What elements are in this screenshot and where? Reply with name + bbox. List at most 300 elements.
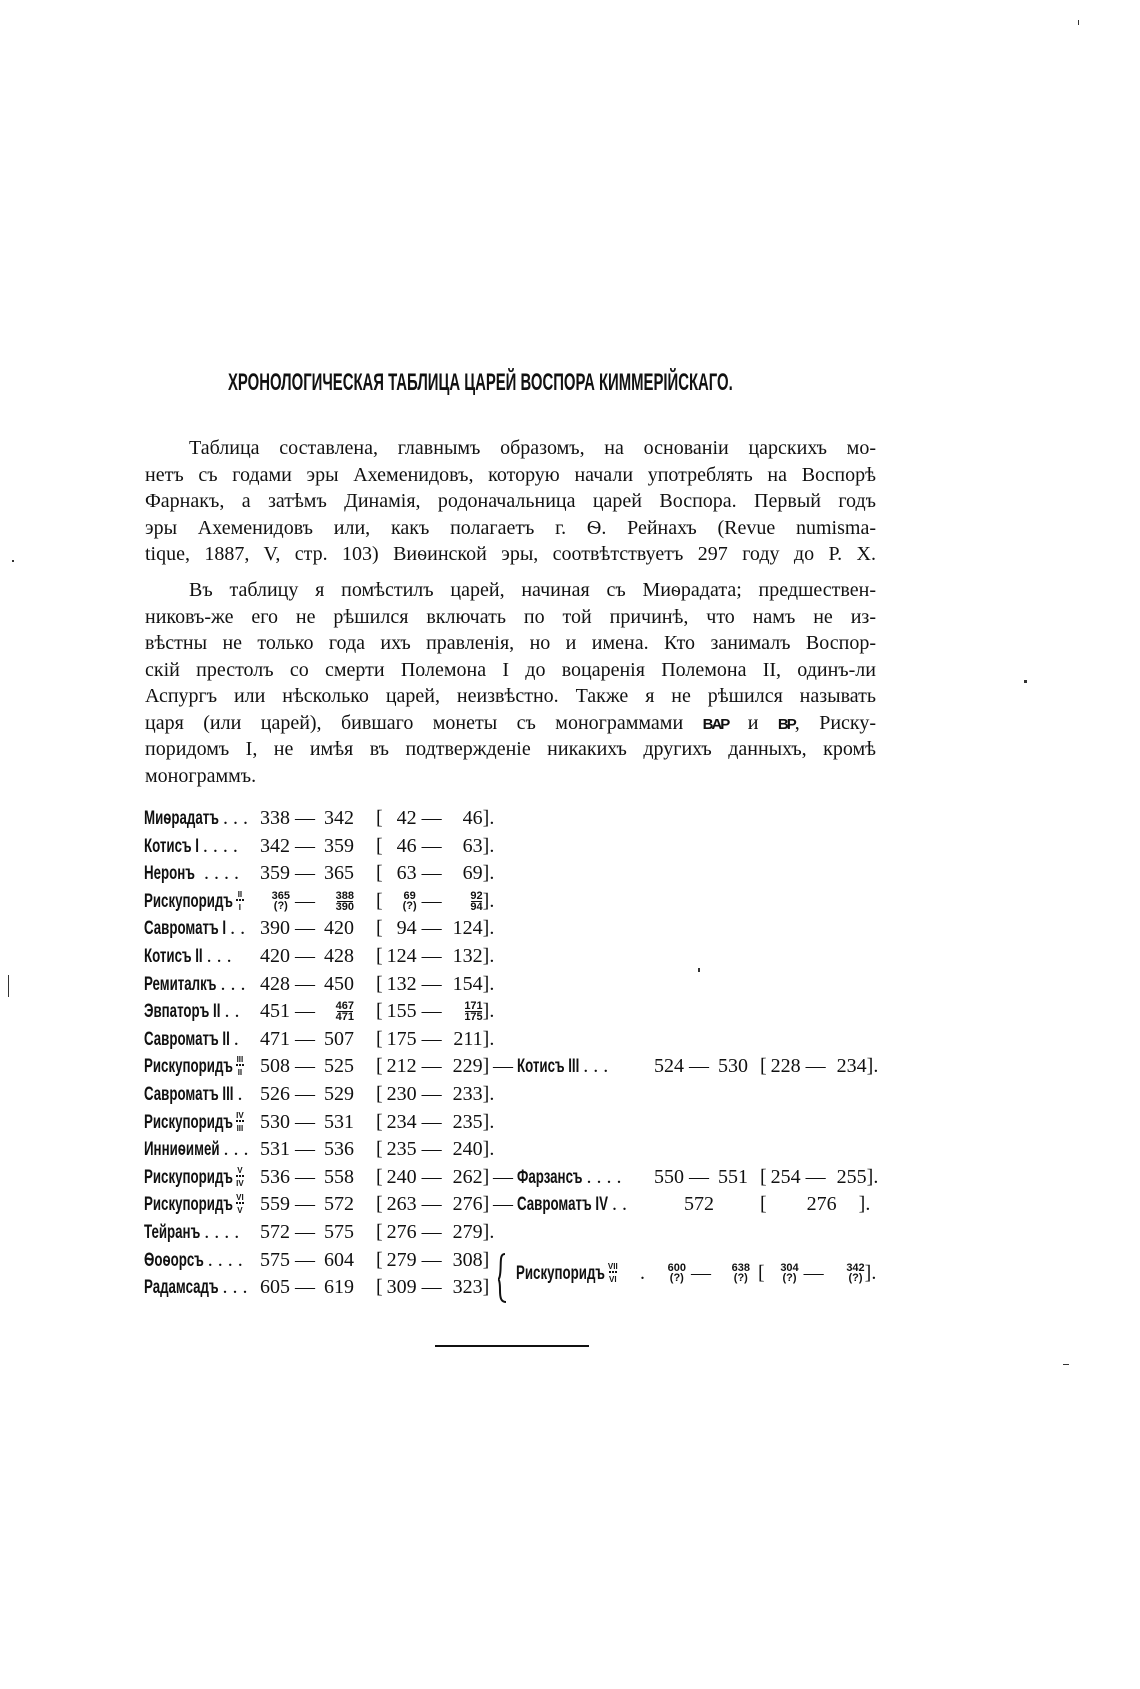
number: 240 — [452, 1138, 483, 1161]
ruler-name-wrap — [516, 1260, 605, 1287]
range-dash: — — [416, 834, 447, 857]
connector-dash: — — [493, 1165, 513, 1188]
open-bracket: [ — [376, 889, 383, 912]
number: 63 — [462, 834, 483, 857]
range-dash: — — [416, 972, 447, 995]
ruler-name-cell — [144, 860, 239, 886]
fraction-top: 304 — [780, 1262, 799, 1275]
open-bracket: [ — [376, 1221, 383, 1243]
ad-years-range — [760, 1053, 878, 1079]
ruler-name-cell — [144, 998, 239, 1024]
scan-speck — [12, 560, 14, 562]
years-range — [256, 888, 354, 914]
ordinal-upper: III — [236, 1055, 244, 1065]
text-line: вѣстны не только года ихъ правленія, но и имена. Кто занималъ Воспор- — [145, 632, 876, 654]
years-range — [256, 805, 354, 831]
fraction-value — [732, 1260, 750, 1283]
range-dash: — — [416, 862, 447, 885]
text-line: Въ таблицу я помѣстилъ царей, начиная съ Миѳрадата; предшествен- — [189, 579, 876, 601]
ordinal-lower: III — [236, 1123, 244, 1133]
table-row — [0, 943, 1140, 969]
number: 619 — [324, 1276, 354, 1299]
reign-ordinal-marks — [236, 1164, 244, 1187]
fraction-top: 467 — [335, 1000, 354, 1013]
number: 536 — [260, 1165, 290, 1188]
ad-years-range — [376, 1109, 494, 1135]
years-range — [256, 1191, 354, 1217]
text-line: Аспургъ или нѣсколько царей, неизвѣстно. Также я не рѣшился называть — [145, 685, 876, 707]
number: 233 — [452, 1083, 483, 1105]
close-bracket: ]. — [482, 834, 495, 857]
table-row — [0, 1219, 1140, 1245]
range-dash: — — [290, 1221, 320, 1243]
leader-dots: . . . — [206, 945, 232, 967]
years-range — [256, 1109, 354, 1135]
monogram-br: ΒΡ — [777, 715, 795, 733]
fraction-bottom: (?) — [273, 899, 288, 912]
number: 531 — [260, 1138, 290, 1161]
close-bracket: ] — [482, 1248, 490, 1271]
ruler-name-cell — [144, 1053, 244, 1079]
ad-years-range — [376, 805, 494, 831]
open-bracket: [ — [760, 1193, 767, 1216]
monogram-bar: ΒΑΡ — [702, 715, 729, 733]
open-bracket: [ — [376, 862, 383, 885]
number: 211 — [453, 1027, 483, 1050]
ordinal-upper: IV — [236, 1110, 244, 1120]
table-row — [0, 1053, 1140, 1079]
leader-dots: . . . — [222, 807, 248, 829]
range-dash: — — [416, 1248, 447, 1271]
open-bracket: [ — [376, 1248, 383, 1271]
number: 276 — [386, 1221, 417, 1243]
ruler-name-wrap — [517, 1191, 608, 1218]
text-line: эры Ахеменидовъ или, какъ полагаетъ г. Ѳ. Рейнахъ (Revue numisma- — [145, 516, 876, 539]
number-box — [447, 888, 483, 914]
ordinal-lower: IV — [236, 1178, 244, 1188]
intro-paragraph — [145, 435, 876, 568]
years-range — [256, 833, 354, 859]
ruler-name: Савроматъ IV — [517, 1194, 608, 1216]
ruler-name-wrap — [517, 1053, 579, 1080]
closing-rule — [435, 1345, 589, 1347]
leader-dots: . . . — [222, 1276, 248, 1299]
number: 524 — [654, 1055, 684, 1078]
leader-dots: . . . . — [204, 1221, 240, 1243]
range-dash: — — [290, 1165, 320, 1188]
ruler-name-cell — [144, 971, 245, 997]
number: 530 — [718, 1055, 748, 1078]
ad-years-range — [376, 943, 494, 969]
fraction-bottom: 390 — [335, 900, 354, 913]
ruler-name-wrap — [144, 833, 199, 860]
range-dash: — — [290, 1055, 320, 1078]
number: 234 — [386, 1110, 417, 1133]
text-line: tique, 1887, V, стр. 103) Виѳинской эры, соотвѣтствуетъ 297 году до Р. Х. — [145, 543, 876, 565]
years-range — [256, 1136, 354, 1162]
number: 559 — [260, 1193, 290, 1216]
leader-dots: . . — [230, 917, 246, 940]
fraction-value — [336, 888, 354, 912]
close-bracket: ] — [482, 1276, 490, 1299]
connector-dash: — — [493, 1055, 513, 1078]
range-dash: — — [290, 1110, 320, 1133]
number: 390 — [260, 917, 290, 940]
range-dash: — — [416, 1055, 447, 1078]
ruler-name: Неронъ — [144, 863, 195, 885]
fraction-top: 342 — [846, 1262, 865, 1275]
ruler-name: Савроматъ II — [144, 1028, 230, 1050]
close-bracket: ]. — [858, 1193, 871, 1216]
range-dash: — — [290, 862, 320, 885]
ruler-name-cell — [144, 1109, 244, 1135]
number: 530 — [260, 1110, 290, 1133]
number: 69 — [462, 862, 483, 885]
text-line: поридомъ I, не имѣя въ подтвержденіе никакихъ другихъ данныхъ, кромѣ — [145, 738, 876, 760]
close-bracket: ]. — [482, 1083, 495, 1105]
number: 124 — [386, 945, 417, 967]
text-line: монограммъ. — [145, 764, 257, 787]
open-bracket: [ — [376, 945, 383, 967]
open-bracket: [ — [376, 972, 383, 995]
close-bracket: ]. — [864, 1262, 877, 1285]
range-dash: — — [416, 945, 447, 967]
number: 338 — [260, 807, 290, 829]
text-segment: , Риску- — [794, 711, 876, 734]
years-range — [256, 1219, 354, 1245]
fraction-bottom: (?) — [402, 899, 417, 912]
years-range — [256, 943, 354, 969]
number: 254 — [770, 1165, 801, 1188]
number: 359 — [324, 834, 354, 857]
ruler-name-cell — [144, 805, 248, 831]
ordinal-lower: II — [237, 1068, 243, 1078]
number: 255 — [836, 1165, 867, 1188]
range-dash: — — [416, 1110, 447, 1133]
second-paragraph — [145, 577, 876, 789]
close-bracket: ]. — [866, 1055, 879, 1078]
number: 63 — [396, 862, 417, 885]
close-bracket: ]. — [482, 807, 495, 829]
ruler-name-wrap — [144, 971, 216, 998]
fraction-bottom: (?) — [669, 1272, 684, 1285]
leader-dots: . . . . — [207, 1248, 243, 1271]
ad-years-range — [376, 1191, 489, 1217]
number: 451 — [260, 1000, 290, 1023]
text-line: Таблица составлена, главнымъ образомъ, на основаніи царскихъ мо- — [189, 437, 876, 459]
range-dash: — — [684, 1165, 714, 1188]
fraction-value — [780, 1260, 798, 1283]
range-dash: — — [290, 1248, 320, 1271]
number: 536 — [324, 1138, 354, 1161]
ruler-name-wrap — [144, 860, 195, 887]
number-box — [765, 1260, 799, 1286]
fraction-top: 388 — [335, 889, 354, 902]
ordinal-upper: VII — [607, 1262, 618, 1272]
close-bracket: ]. — [482, 917, 495, 940]
years-range — [256, 1081, 354, 1107]
open-bracket: [ — [376, 1055, 383, 1078]
number: 234 — [836, 1055, 867, 1078]
ordinal-separator — [236, 1120, 244, 1124]
ruler-name-wrap — [144, 1191, 233, 1218]
ruler-name: Рискупоридъ — [144, 890, 233, 912]
fraction-value — [272, 888, 290, 911]
range-dash: — — [416, 1221, 447, 1243]
ad-years-range — [760, 1164, 878, 1190]
open-bracket: [ — [376, 1083, 383, 1105]
close-bracket: ] — [482, 1165, 490, 1188]
fraction-value — [464, 998, 482, 1022]
text-line: Фарнакъ, а затѣмъ Динамія, родоначальница царей Воспора. Первый годъ — [145, 490, 876, 512]
range-dash: — — [290, 889, 320, 912]
number: 529 — [324, 1083, 354, 1105]
years-range — [256, 915, 354, 941]
number: 46 — [462, 807, 483, 829]
number-box — [320, 888, 354, 914]
open-bracket: [ — [760, 1055, 767, 1078]
close-bracket: ]. — [482, 1000, 495, 1023]
fraction-bottom: (?) — [782, 1272, 797, 1285]
ruler-name: Рискупоридъ — [516, 1263, 605, 1285]
number: 309 — [386, 1276, 417, 1299]
reign-ordinal-marks — [236, 888, 244, 911]
scan-speck — [698, 968, 700, 972]
number: 323 — [452, 1276, 483, 1299]
number: 46 — [396, 834, 417, 857]
fraction-top: 638 — [731, 1262, 750, 1275]
ad-years-range — [376, 998, 494, 1024]
ruler-name-wrap — [144, 888, 233, 915]
table-row — [0, 1191, 1140, 1217]
reign-ordinal-marks — [236, 1191, 244, 1214]
number: 229 — [452, 1055, 483, 1078]
ruler-name: Эвпаторъ II — [144, 1001, 221, 1023]
ruler-name-cell — [144, 833, 238, 859]
range-dash: — — [416, 1000, 447, 1023]
ruler-name-wrap — [144, 998, 220, 1025]
ad-years-range — [376, 1081, 494, 1107]
ruler-name-cell — [144, 888, 244, 914]
ad-years-range — [376, 1026, 494, 1052]
number: 279 — [452, 1221, 483, 1243]
open-bracket: [ — [376, 1276, 383, 1299]
number: 308 — [452, 1248, 483, 1271]
range-dash: — — [290, 834, 320, 857]
table-row — [0, 998, 1140, 1024]
ruler-name-wrap — [144, 1081, 233, 1108]
range-dash: — — [416, 1138, 447, 1161]
number-box — [447, 998, 483, 1024]
range-dash: — — [416, 1276, 447, 1299]
number: 604 — [324, 1248, 354, 1271]
ruler-name-cell — [517, 1164, 621, 1190]
range-dash: — — [290, 1027, 320, 1050]
number: 279 — [386, 1248, 417, 1271]
ad-years-range — [376, 1219, 494, 1245]
ruler-name: Савроматъ III — [144, 1084, 234, 1105]
close-bracket: ]. — [482, 1138, 495, 1161]
ruler-name-cell — [144, 1219, 239, 1245]
ruler-name: Савроматъ I — [144, 918, 227, 940]
ruler-name-cell — [144, 915, 245, 941]
number-box — [652, 1260, 686, 1286]
number: 572 — [324, 1193, 354, 1216]
ad-years-range — [376, 860, 494, 886]
page-title — [228, 368, 794, 398]
leader-dots: . . . — [583, 1055, 609, 1078]
open-bracket: [ — [376, 807, 383, 829]
number: 359 — [260, 862, 290, 885]
range-dash: — — [416, 1165, 447, 1188]
scan-speck — [8, 975, 9, 997]
open-bracket: [ — [376, 1138, 383, 1161]
table-row — [0, 1026, 1140, 1052]
fraction-bottom: 471 — [335, 1011, 354, 1024]
ruler-name-wrap — [517, 1164, 582, 1191]
number: 428 — [260, 972, 290, 995]
text-line: скій престолъ со смерти Полемона I до воцаренія Полемона II, одинъ-ли — [145, 658, 876, 681]
table-row — [0, 915, 1140, 941]
leader-dots: . . . . — [198, 862, 239, 885]
leader-dots: . — [237, 1083, 243, 1105]
text-line: никовъ-же его не рѣшился включать по той причинѣ, что намъ не из- — [145, 605, 876, 628]
range-dash: — — [416, 1193, 447, 1216]
number: 365 — [324, 862, 354, 885]
ruler-name: Рискупоридъ — [144, 1056, 233, 1078]
text-segment: и — [728, 711, 778, 734]
ruler-name: Рискупоридъ — [144, 1111, 233, 1133]
ordinal-lower: I — [238, 902, 242, 912]
ruler-name-cell — [144, 943, 232, 969]
close-bracket: ]. — [482, 1110, 495, 1133]
ruler-name: Миѳрадатъ — [144, 808, 219, 829]
years-range — [256, 998, 354, 1024]
number: 531 — [324, 1110, 354, 1133]
ruler-name-wrap — [144, 1026, 230, 1053]
ad-years-range — [376, 833, 494, 859]
open-bracket: [ — [376, 1000, 383, 1023]
range-dash: — — [290, 1276, 320, 1299]
range-dash: — — [416, 889, 447, 912]
open-bracket: [ — [376, 917, 383, 940]
number: 420 — [324, 917, 354, 940]
ruler-name: Ѳоѳорсъ — [144, 1249, 204, 1271]
number: 428 — [324, 945, 354, 967]
fraction-top: 365 — [271, 889, 290, 902]
ruler-name-cell — [517, 1053, 608, 1079]
ruler-name-cell — [144, 1164, 244, 1190]
single-ad-year — [760, 1191, 870, 1217]
ruler-name: Котисъ III — [517, 1056, 580, 1078]
ruler-name-cell — [144, 1191, 244, 1217]
close-bracket: ]. — [482, 889, 495, 912]
ad-years-range — [376, 915, 494, 941]
number: 212 — [386, 1055, 417, 1078]
number: 572 — [260, 1221, 290, 1243]
open-bracket: [ — [376, 1193, 383, 1216]
number: 276 — [452, 1193, 483, 1216]
reign-ordinal-marks — [236, 1053, 244, 1076]
table-row — [0, 1164, 1140, 1190]
ordinal-lower: VI — [609, 1275, 617, 1285]
table-row — [0, 860, 1140, 886]
ruler-name: Рискупоридъ — [144, 1194, 233, 1216]
ruler-name-wrap — [144, 943, 203, 970]
close-bracket: ]. — [482, 1221, 495, 1243]
fraction-value — [470, 888, 482, 912]
range-dash: — — [290, 1193, 320, 1216]
ordinal-upper: V — [237, 1165, 243, 1175]
ruler-name: Ремиталкъ — [144, 973, 217, 995]
range-dash: — — [290, 1138, 320, 1161]
ruler-name-wrap — [144, 1164, 233, 1191]
number: 276 — [806, 1193, 837, 1216]
ad-years-range — [376, 888, 494, 914]
ad-years-range — [376, 971, 494, 997]
range-dash: — — [290, 945, 320, 967]
text-segment: царя (или царей), бившаго монеты съ монограммами — [145, 711, 703, 734]
leader-dots: . — [233, 1027, 239, 1050]
ad-years-range — [376, 1136, 494, 1162]
table-row — [0, 805, 1140, 831]
range-dash: — — [416, 807, 447, 829]
range-dash: — — [800, 1055, 831, 1078]
ruler-name-wrap — [144, 1219, 200, 1246]
number: 551 — [718, 1165, 748, 1188]
ruler-name: Фарзансъ — [517, 1166, 583, 1188]
number: 263 — [386, 1193, 417, 1216]
number: 235 — [386, 1138, 417, 1161]
ordinal-upper: VI — [236, 1193, 244, 1203]
ruler-name-cell — [144, 1081, 242, 1107]
number: 132 — [452, 945, 483, 967]
years-range — [650, 1164, 748, 1190]
open-bracket: [ — [376, 1027, 383, 1050]
table-row — [0, 833, 1140, 859]
years-range — [256, 1164, 354, 1190]
text-line: нетъ съ годами эры Ахеменидовъ, которую начали употреблять на Воспорѣ — [145, 463, 876, 486]
number: 342 — [260, 834, 290, 857]
close-bracket: ]. — [482, 1027, 495, 1050]
number: 155 — [386, 1000, 417, 1023]
fraction-top: 600 — [667, 1262, 686, 1275]
table-row — [0, 1136, 1140, 1162]
number: 175 — [386, 1027, 417, 1050]
ordinal-upper: II — [237, 889, 243, 899]
number: 526 — [260, 1083, 290, 1105]
text-line-with-monograms — [145, 710, 876, 737]
ruler-name: Тейранъ — [144, 1222, 201, 1243]
leader-dots: . . — [611, 1193, 627, 1216]
years-range — [256, 971, 354, 997]
number: 605 — [260, 1276, 290, 1299]
fraction-bottom: (?) — [848, 1272, 863, 1285]
ruler-name: Радамсадъ — [144, 1277, 219, 1299]
leader-dots: . . — [224, 1000, 240, 1023]
reign-ordinal-marks — [608, 1260, 618, 1283]
ad-years-range — [376, 1053, 489, 1079]
table-row — [0, 1081, 1140, 1107]
fraction-value — [846, 1260, 864, 1283]
ruler-name-wrap — [144, 1053, 233, 1080]
number-box — [256, 888, 290, 914]
grouping-brace-icon — [494, 1252, 508, 1304]
open-bracket: [ — [376, 1110, 383, 1133]
connector-dash: — — [493, 1193, 513, 1216]
range-dash: — — [686, 1262, 716, 1285]
close-bracket: ]. — [482, 972, 495, 995]
